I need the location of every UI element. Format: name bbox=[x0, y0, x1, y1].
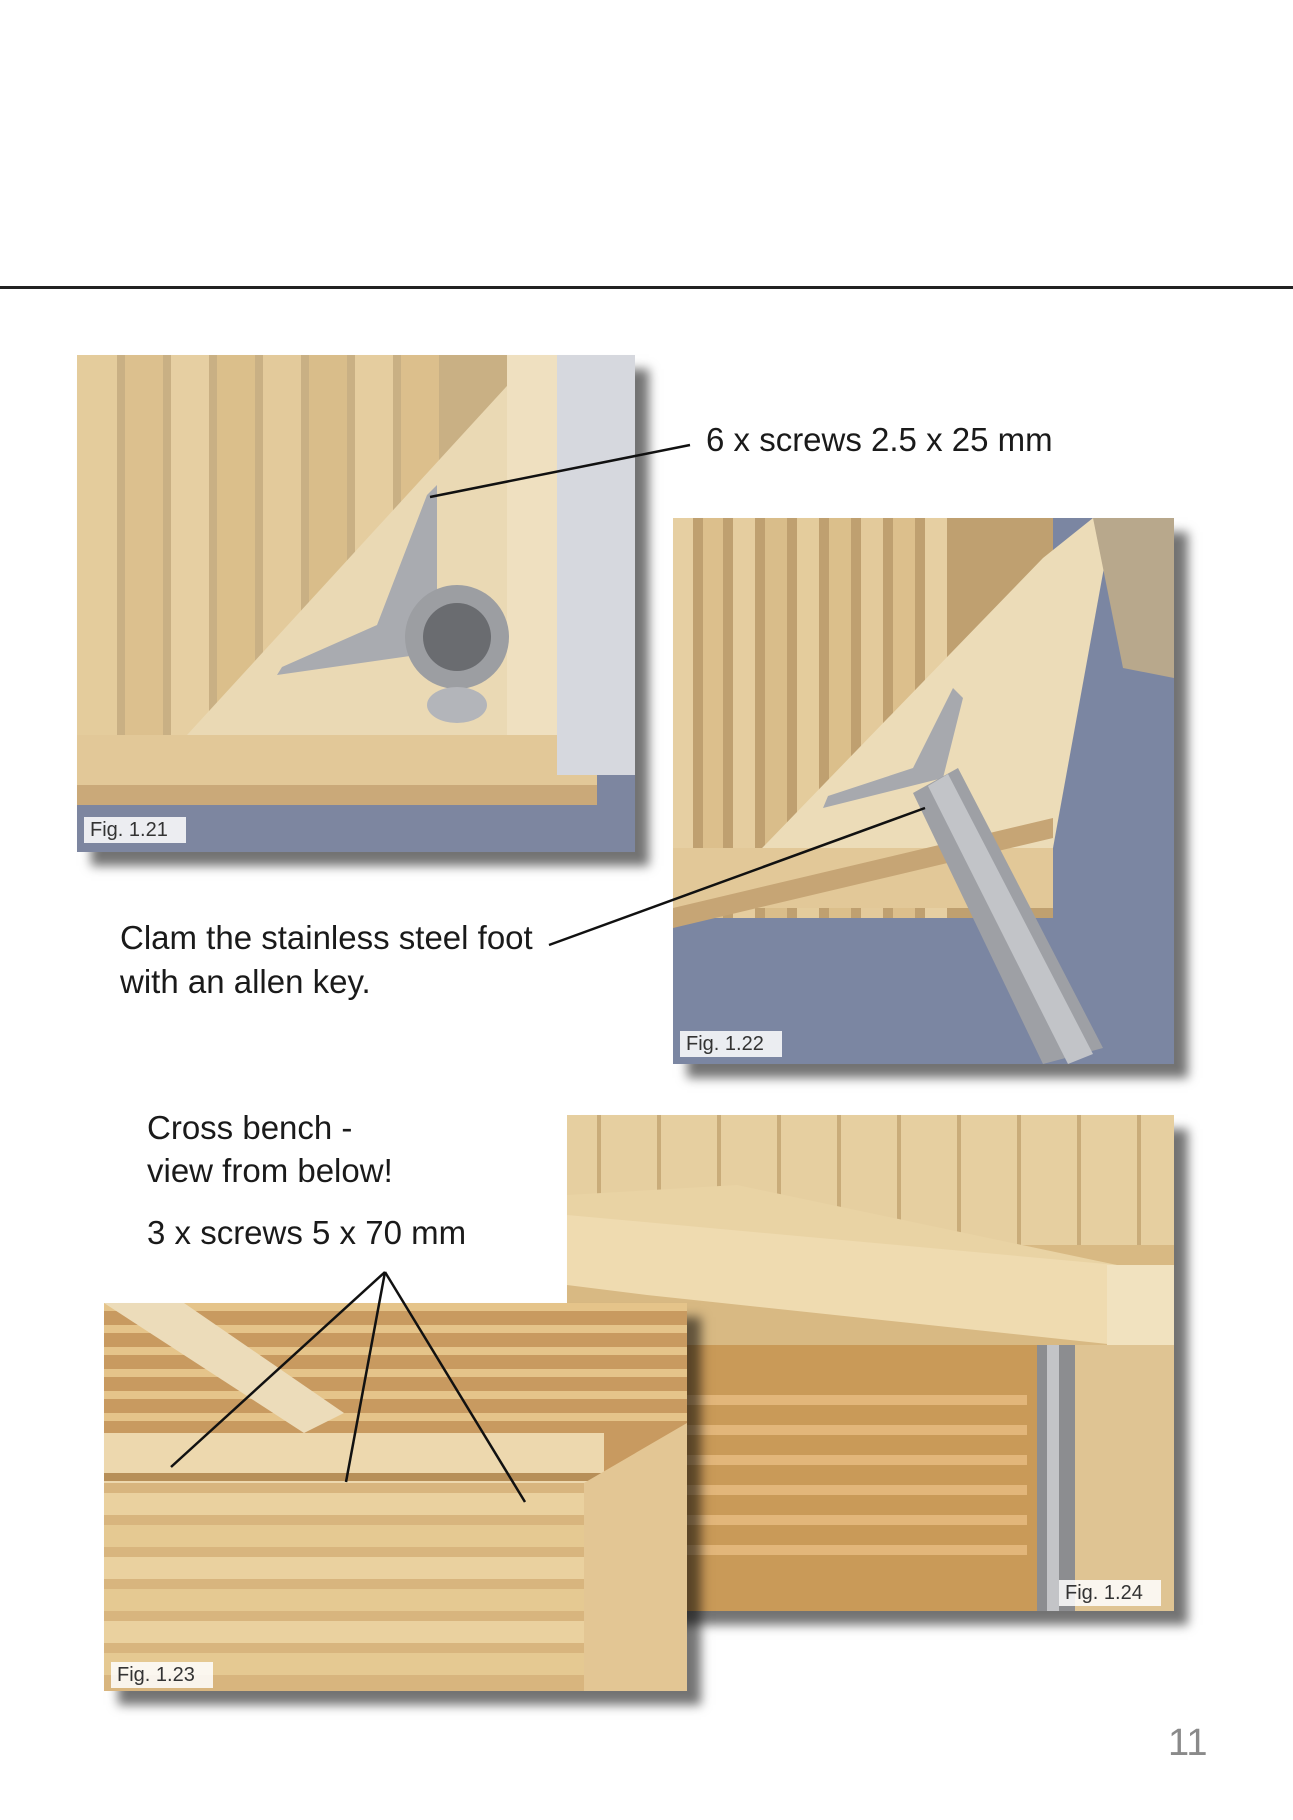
page-number: 11 bbox=[1168, 1722, 1208, 1764]
figure-label: Fig. 1.21 bbox=[84, 817, 186, 843]
clamp-caption-line-2: with an allen key. bbox=[120, 963, 371, 1000]
photo-fig-1-23 bbox=[104, 1303, 687, 1691]
photo-fig-1-22 bbox=[673, 518, 1174, 1064]
photo-fig-1-21 bbox=[77, 355, 635, 852]
cross-bench-caption-line-1: Cross bench - bbox=[147, 1109, 353, 1146]
clamp-caption-line-1: Clam the stainless steel foot bbox=[120, 919, 533, 956]
figure-label: Fig. 1.23 bbox=[111, 1662, 213, 1688]
header-rule bbox=[0, 286, 1293, 289]
screws-caption-top: 6 x screws 2.5 x 25 mm bbox=[706, 421, 1053, 458]
screws-caption-bottom: 3 x screws 5 x 70 mm bbox=[147, 1214, 467, 1251]
cross-bench-caption-line-2: view from below! bbox=[147, 1152, 393, 1189]
figure-label: Fig. 1.22 bbox=[680, 1031, 782, 1057]
figure-label: Fig. 1.24 bbox=[1059, 1580, 1161, 1606]
